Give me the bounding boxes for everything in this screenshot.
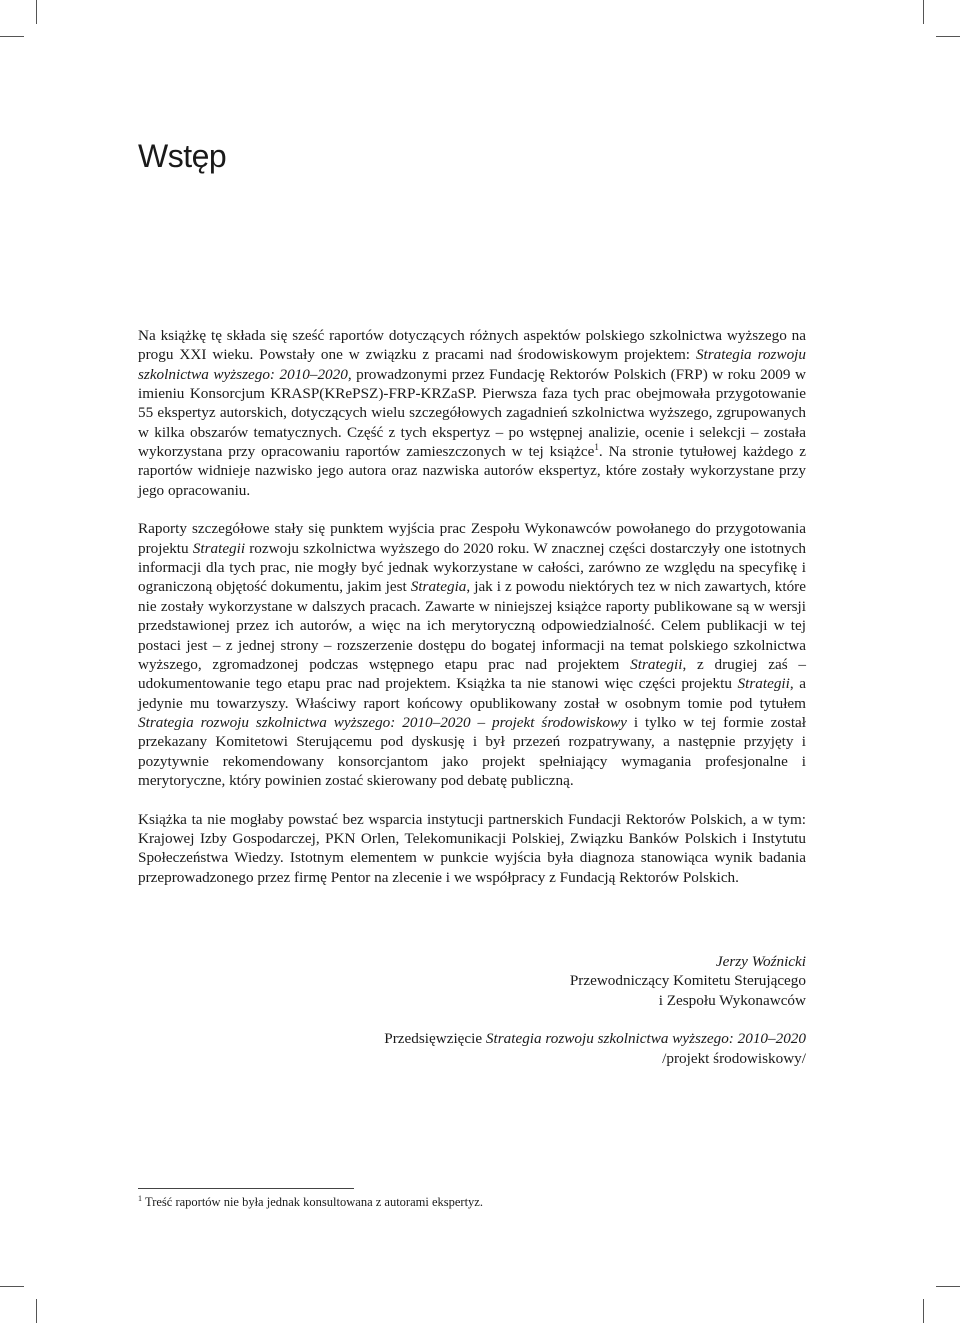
crop-mark xyxy=(936,36,960,37)
page-title: Wstęp xyxy=(138,138,227,174)
text-run: i tylko w tej formie został przekazany Komitetowi Sterującemu pod dyskusję i był przezeń rozpatrywany, a następnie przyjęty i pozytywnie rekomendowany konsorcjantom jako projekt spełniający wymagania profesjonalne i merytoryczne, który powinien zostać skierowany pod debatę publiczną. xyxy=(138,713,807,789)
paragraph xyxy=(138,326,806,500)
footnote-ref: 1 xyxy=(594,442,599,453)
project-suffix: /projekt środowiskowy/ xyxy=(662,1049,806,1067)
project-line xyxy=(384,1029,806,1048)
italic-run: Strategia rozwoju szkolnictwa wyższego: 2010–2020 xyxy=(138,346,806,383)
project-prefix: Przedsięwzięcie xyxy=(384,1030,486,1048)
footnote-marker: 1 xyxy=(138,1194,142,1203)
footnote-text: Treść raportów nie była jednak konsultowana z autorami ekspertyz. xyxy=(145,1195,483,1209)
crop-mark xyxy=(0,36,24,37)
text-run: Raporty szczegółowe stały się punktem wyjścia prac Zespołu Wykonawców powołanego do przygotowania projektu xyxy=(138,520,806,557)
text-run: Na książkę tę składa się sześć raportów dotyczących różnych aspektów polskiego szkolnictwa wyższego na progu XXI wieku. Powstały one w związku z pracami nad środowiskowym projektem: xyxy=(138,327,806,364)
text-run: , z drugiej zaś – udokumentowanie tego etapu prac nad projektem. Książka ta nie stanowi więc części projektu xyxy=(138,655,806,693)
text-run: , prowadzonymi przez Fundację Rektorów Polskich (FRP) w roku 2009 w imieniu Konsorcjum KRASP(KRePSZ)-FRP-KRZaSP. Pierwsza faza tych prac obejmowała przygotowanie 55 ekspertyz autorskich, dotyczących wielu szczegółowych zagadnień szkolnictwa wyższego, zgrupowanych w kilka obszarów tematycznych. Część z tych ekspertyz – po wstępnej analizie, ocenie i selekcji – została wykorzystana przy opracowaniu raportów zamieszczonych w tej książce xyxy=(138,365,806,461)
text-run: rozwoju szkolnictwa wyższego do 2020 roku. W znacznej części dostarczyły one istotnych informacji dla tych prac, nie mogły być jednak wykorzystane w całości, zarówno ze względu na specyfikę i ograniczoną objętość dokumentu, jakim jest xyxy=(138,539,806,596)
crop-mark xyxy=(0,1286,24,1287)
crop-mark xyxy=(923,0,924,24)
body-text xyxy=(138,326,806,887)
signature-role: Przewodniczący Komitetu Sterującego xyxy=(569,972,806,990)
paragraph xyxy=(138,519,806,790)
text-run: Książka ta nie mogłaby powstać bez wsparcia instytucji partnerskich Fundacji Rektorów Polskich, a w tym: Krajowej Izby Gospodarczej, PKN Orlen, Telekomunikacji Polskiej, Związku Banków Polskich i Instytutu Społeczeństwa Wiedzy. Istotnym elementem w punkcie wyjścia była diagnoza stanowiąca wynik badania przeprowadzonego przez firmę Pentor na zlecenie i we współpracy z Fundacją Rektorów Polskich. xyxy=(138,810,806,886)
footnote xyxy=(138,1194,483,1211)
crop-mark xyxy=(36,0,37,24)
footnote-rule xyxy=(138,1188,354,1189)
crop-mark xyxy=(923,1299,924,1323)
signature-role: i Zespołu Wykonawców xyxy=(658,991,806,1009)
paragraph xyxy=(138,810,806,887)
text-run: . Na stronie tytułowej każdego z raportów widnieje nazwisko jego autora oraz nazwiska autorów ekspertyz, które zostały wykorzystane przy jego opracowaniu. xyxy=(138,443,806,499)
text-run: , a jedynie mu towarzyszy. Właściwy raport końcowy opublikowany został w osobnym tomie pod tytułem xyxy=(138,675,806,712)
italic-run: Strategia xyxy=(410,578,467,596)
italic-run: Strategii xyxy=(630,655,683,673)
crop-mark xyxy=(36,1299,37,1323)
italic-run: Strategii xyxy=(192,539,246,557)
italic-run: Strategii xyxy=(737,675,790,693)
crop-mark xyxy=(936,1286,960,1287)
project-title: Strategia rozwoju szkolnictwa wyższego: 2010–2020 xyxy=(485,1030,806,1048)
text-run: , jak i z powodu niektórych tez w nich zawartych, które nie zostały wykorzystane w dalszych pracach. Zawarte w niniejszej książce raporty publikowane są w wersji przedstawionej przez ich autorów, a więc na ich merytoryczną odpowiedzialność. Celem publikacji w tej postaci jest – z jednej strony – rozszerzenie dostępu do bogatej informacji na temat polskiego szkolnictwa wyższego, zgromadzonej podczas wstępnego etapu prac nad projektem xyxy=(138,578,806,673)
signature-block xyxy=(384,952,806,1068)
signature-name: Jerzy Woźnicki xyxy=(715,953,806,970)
italic-run: Strategia rozwoju szkolnictwa wyższego: 2010–2020 – projekt środowiskowy xyxy=(138,713,627,731)
